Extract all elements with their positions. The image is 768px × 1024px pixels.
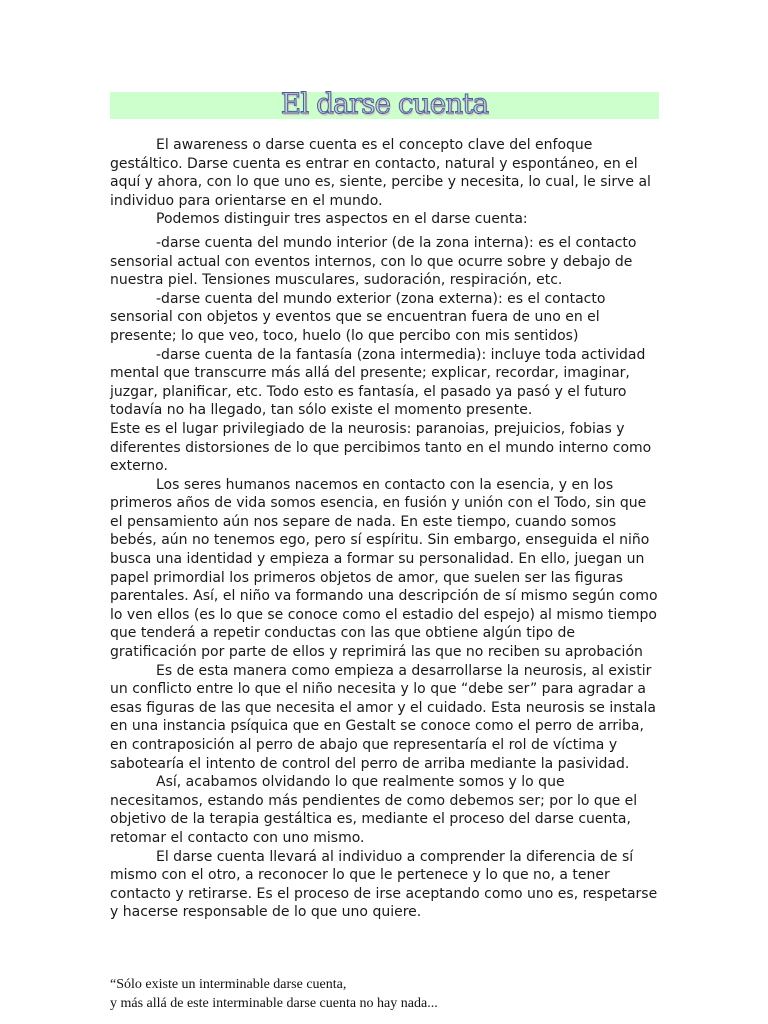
paragraph-neurosis-develop: Es de esta manera como empieza a desarrollarse la neurosis, al existir un conflicto entre lo que el niño necesita y lo que “debe ser” para agradar a esas figuras de las que necesita el amor y el cuidado. Esta neurosis se instala en una instancia psíquica que en Gestalt se conoce como el perro de arriba, en contraposición al perro de abajo que representaría el rol de víctima y sabotearía el intento de control del perro de arriba mediante la pasividad. [110,662,656,772]
paragraph-forgetting: Así, acabamos olvidando lo que realmente somos y lo que necesitamos, estando más pendientes de como debemos ser; por lo que el objetivo de la terapia gestáltica es, mediante el proceso del darse cuenta, retomar el contacto con uno mismo. [110,774,638,846]
quote-line-1: “Sólo existe un interminable darse cuenta, [110,977,347,992]
paragraph-essence: Los seres humanos nacemos en contacto con la esencia, y en los primeros años de vida somos esencia, en fusión y unión con el Todo, sin que el pensamiento aún nos separe de nada. En este tiempo, cuando somos bebés, aún no tenemos ego, pero sí espíritu. Sin embargo, enseguida el niño busca una identidad y empieza a formar su personalidad. En ello, juegan un papel primordial los primeros objetos de amor, que suelen ser las figuras parentales. Así, el niño va formando una descripción de sí mismo según como lo ven ellos (es lo que se conoce como el estadio del espejo) al mismo tiempo que tenderá a repetir conductas con las que obtiene algún tipo de gratificación por parte de ellos y reprimirá las que no reciben su aprobación [110,476,658,661]
title-banner [110,87,659,120]
paragraph-fantasy: -darse cuenta de la fantasía (zona intermedia): incluye toda actividad mental que transcurre más allá del presente; explicar, recordar, imaginar, juzgar, planificar, etc. Todo esto es fantasía, el pasado ya pasó y el futuro todavía no ha llegado, tan sólo existe el momento presente. [110,346,646,419]
paragraph-intro: El awareness o darse cuenta es el concepto clave del enfoque gestáltico. Darse cuenta es entrar en contacto, natural y espontáneo, en el aquí y ahora, con lo que uno es, siente, percibe y necesita, lo cual, le sirve al individuo para orientarse en el mundo. [110,137,651,209]
page-title: El darse cuenta [280,87,489,120]
paragraph-conclusion: El darse cuenta llevará al individuo a comprender la diferencia de sí mismo con el otro, a reconocer lo que le pertenece y lo que no, a tener contacto y retirarse. Es el proceso de irse aceptando como uno es, respetarse y hacerse responsable de lo que uno quiere. [110,848,658,921]
paragraph-neurosis-place: Este es el lugar privilegiado de la neurosis: paranoias, prejuicios, fobias y diferentes distorsiones de lo que percibimos tanto en el mundo interno como externo. [110,420,652,475]
document-body [110,136,660,922]
quote-line-2: y más allá de este interminable darse cuenta no hay nada... [110,996,438,1011]
paragraph-outer-world: -darse cuenta del mundo exterior (zona externa): es el contacto sensorial con objetos y eventos que se encuentran fuera de uno en el presente; lo que veo, toco, huelo (lo que percibo con mis sentidos) [110,290,606,344]
paragraph-inner-world: -darse cuenta del mundo interior (de la zona interna): es el contacto sensorial actual con eventos internos, con lo que ocurre sobre y debajo de nuestra piel. Tensiones musculares, sudoración, respiración, etc. [110,234,637,289]
paragraph-aspects-lead: Podemos distinguir tres aspectos en el darse cuenta: [156,211,528,228]
closing-quote [110,975,670,1013]
